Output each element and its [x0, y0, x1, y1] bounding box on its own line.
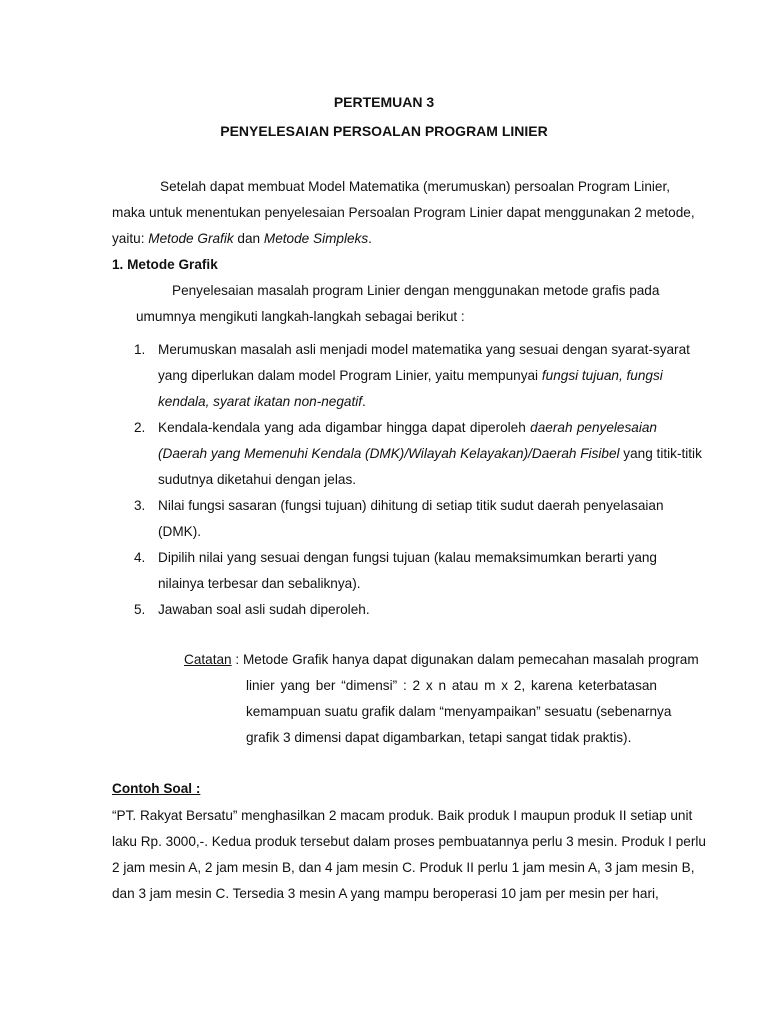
- method-graphic-term: Metode Grafik: [148, 231, 234, 246]
- section1-line-2: umumnya mengikuti langkah-langkah sebagai berikut :: [136, 309, 465, 324]
- document-title: PENYELESAIAN PERSOALAN PROGRAM LINIER: [220, 123, 548, 139]
- note-line-3: kemampuan suatu grafik dalam “menyampaikan” sesuatu (sebenarnya: [246, 704, 672, 719]
- example-line-3: 2 jam mesin A, 2 jam mesin B, dan 4 jam mesin C. Produk II perlu 1 jam mesin A, 3 jam mesin B,: [112, 860, 695, 875]
- list-item: 3. Nilai fungsi sasaran (fungsi tujuan) dihitung di setiap titik sudut daerah penyelasaian (DMK).: [134, 493, 657, 545]
- list-item: 2. Kendala-kendala yang ada digambar hingga dapat diperoleh daerah penyelesaian (Daerah yang Memenuhi Kendala (DMK)/Wilayah Kelayakan)/Daerah Fisibel yang titik-titik sudutnya diketahui dengan jelas.: [134, 415, 657, 493]
- example-paragraph: [112, 803, 706, 907]
- note-line-1: Catatan : Metode Grafik hanya dapat digunakan dalam pemecahan masalah program: [184, 652, 699, 667]
- note-block: [184, 647, 699, 751]
- note-line-2: linier yang ber “dimensi” : 2 x n atau m x 2, karena keterbatasan: [246, 678, 657, 693]
- note-label: Catatan: [184, 652, 232, 667]
- example-heading: Contoh Soal :: [112, 781, 201, 796]
- list-number: 3.: [134, 498, 146, 513]
- list-number: 2.: [134, 420, 146, 435]
- list-number: 4.: [134, 550, 146, 565]
- list-item: 1. Merumuskan masalah asli menjadi model matematika yang sesuai dengan syarat-syarat yang diperlukan dalam model Program Linier, yaitu mempunyai fungsi tujuan, fungsi kendala, syarat ikatan non-negatif.: [134, 337, 657, 415]
- list-number: 5.: [134, 602, 146, 617]
- section-heading-graphic: 1. Metode Grafik: [112, 257, 218, 272]
- list-item: 4. Dipilih nilai yang sesuai dengan fungsi tujuan (kalau memaksimumkan berarti yang nilainya terbesar dan sebaliknya).: [134, 545, 657, 597]
- meeting-label: PERTEMUAN 3: [333, 94, 435, 110]
- intro-line-3: yaitu: Metode Grafik dan Metode Simpleks.: [112, 231, 372, 246]
- list-item: 5. Jawaban soal asli sudah diperoleh.: [134, 597, 657, 623]
- method-simplex-term: Metode Simpleks: [263, 231, 369, 246]
- example-line-2: laku Rp. 3000,-. Kedua produk tersebut dalam proses pembuatannya perlu 3 mesin. Produk I perlu: [112, 834, 706, 849]
- intro-paragraph: [112, 174, 695, 252]
- steps-list: [134, 337, 702, 623]
- example-line-4: dan 3 jam mesin C. Tersedia 3 mesin A yang mampu beroperasi 10 jam per mesin per hari,: [112, 886, 659, 901]
- section1-line-1: Penyelesaian masalah program Linier dengan menggunakan metode grafis pada: [172, 283, 660, 298]
- note-line-4: grafik 3 dimensi dapat digambarkan, tetapi sangat tidak praktis).: [246, 730, 632, 745]
- intro-line-2: maka untuk menentukan penyelesaian Persoalan Program Linier dapat menggunakan 2 metode,: [112, 205, 695, 220]
- list-number: 1.: [134, 342, 146, 357]
- intro-line-1: Setelah dapat membuat Model Matematika (merumuskan) persoalan Program Linier,: [160, 179, 671, 194]
- example-line-1: “PT. Rakyat Bersatu” menghasilkan 2 macam produk. Baik produk I maupun produk II setiap unit: [112, 808, 693, 823]
- section1-paragraph: [136, 278, 660, 330]
